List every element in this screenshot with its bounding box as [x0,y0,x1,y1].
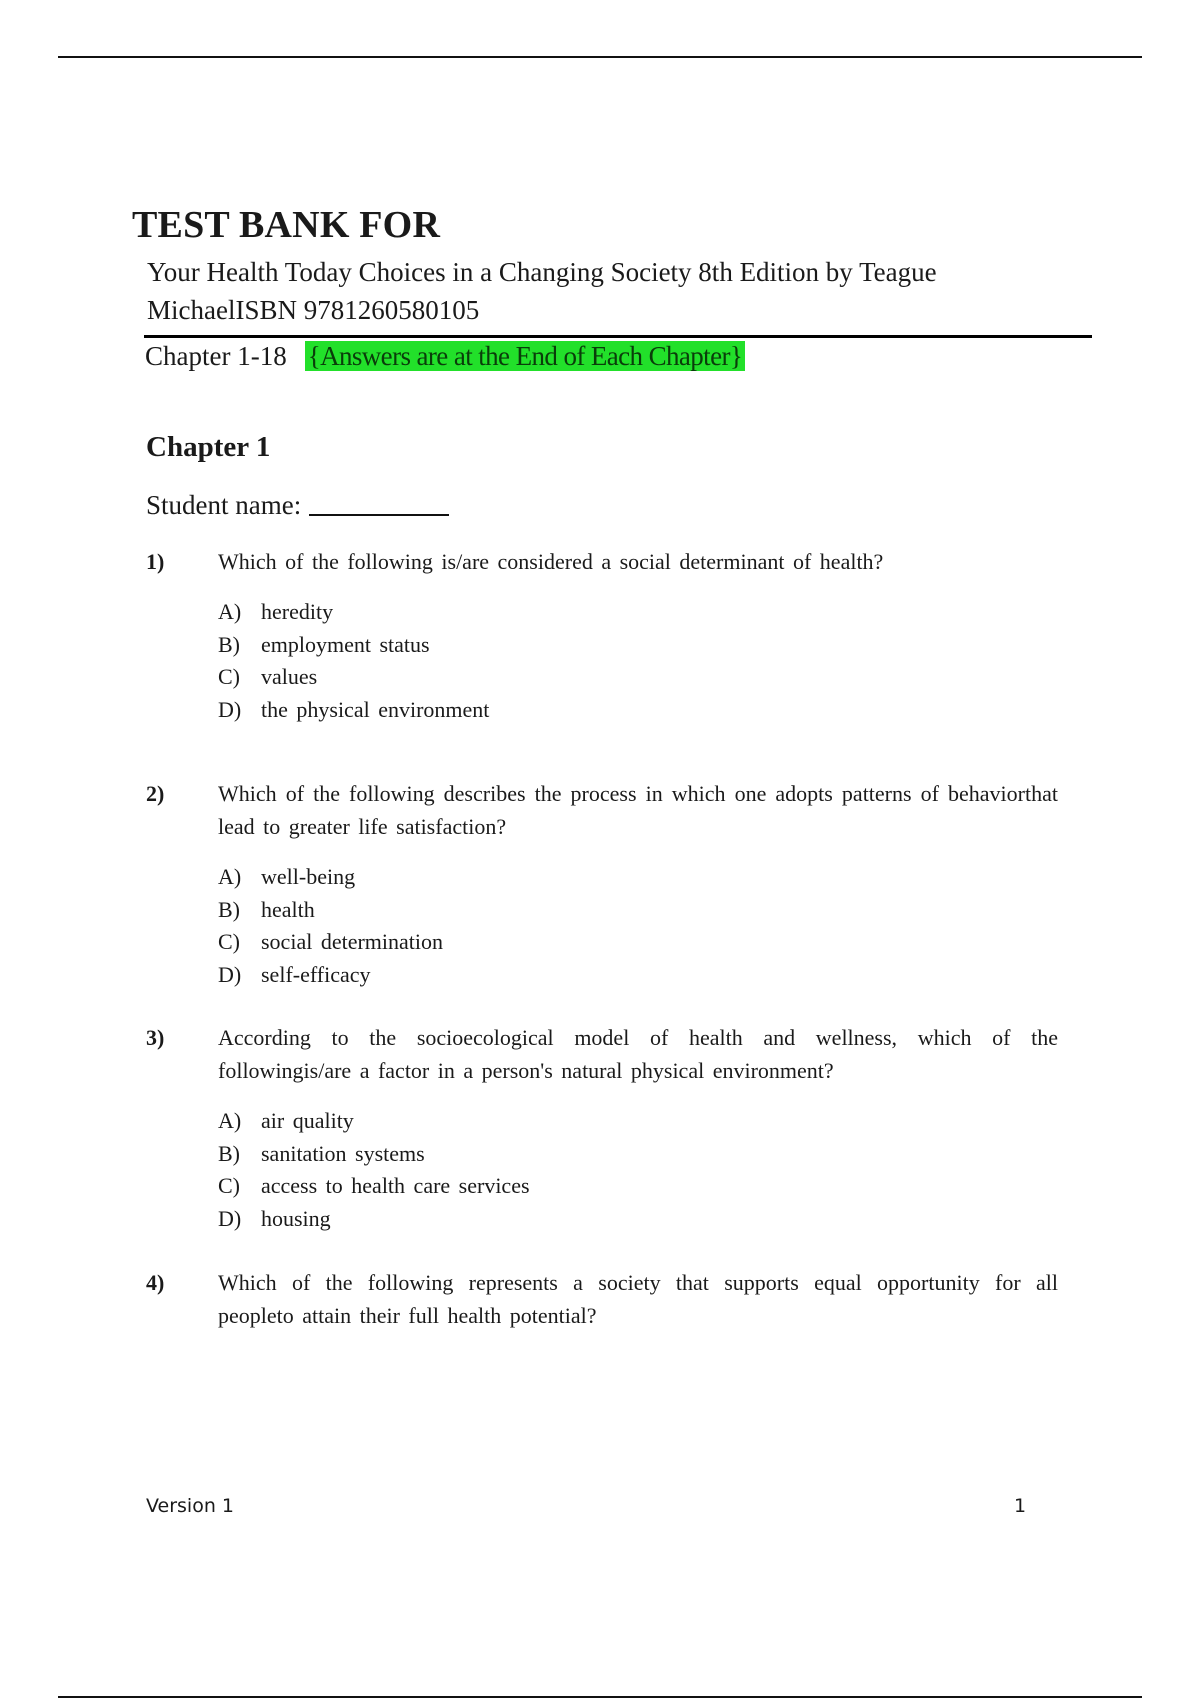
option-b [218,894,1066,927]
option-letter: A) [218,864,242,889]
question-text: Which of the following is/are considered a social determinant of health? [218,549,884,574]
question-text: Which of the following describes the process in which one adopts patterns of behaviorthat lead to greater life satisfaction? [218,781,1058,839]
option-a [218,596,1066,629]
option-list [218,861,1066,991]
option-letter: B) [218,631,240,657]
footer-page-number: 1 [1014,1495,1027,1517]
option-text: the physical environment [261,696,490,722]
option-d [218,1203,1066,1236]
option-b [218,1138,1066,1171]
question-number: 1) [146,549,165,574]
option-a [218,861,1066,894]
option-c [218,661,1066,694]
chapter-range-line [145,338,745,374]
question-2 [146,777,1066,991]
option-d [218,959,1066,992]
question-text: According to the socioecological model of health and wellness, which of the followingis/are a factor in a person's natural physical environment? [218,1025,1058,1083]
answers-note-highlight: {Answers are at the End of Each Chapter} [305,341,746,371]
page-bottom-rule [58,1696,1142,1698]
option-letter: C) [218,929,240,954]
option-text: well-being [261,864,356,889]
option-text: access to health care services [261,1173,530,1198]
question-text: Which of the following represents a society that supports equal opportunity for all peopleto attain their full health potential? [218,1270,1058,1328]
option-d [218,694,1066,727]
option-text: self-efficacy [261,961,371,987]
chapter-heading: Chapter 1 [146,431,271,463]
option-letter: D) [218,696,242,722]
option-c [218,1170,1066,1203]
option-text: employment status [261,631,430,657]
page-top-rule [58,56,1142,58]
option-a [218,1105,1066,1138]
option-letter: B) [218,1140,240,1166]
option-text: heredity [261,599,334,624]
option-text: air quality [261,1108,354,1133]
question-1 [146,545,1066,726]
option-letter: D) [218,961,242,987]
option-letter: A) [218,599,242,624]
question-number: 4) [146,1270,165,1295]
option-text: sanitation systems [261,1140,425,1166]
option-letter: C) [218,1173,240,1198]
question-4 [146,1266,1066,1332]
option-text: values [261,664,318,689]
option-c [218,926,1066,959]
option-letter: B) [218,896,240,922]
question-number: 3) [146,1025,165,1050]
chapter-range: Chapter 1-18 [145,341,287,371]
option-text: social determination [261,929,443,954]
option-list [218,1105,1066,1235]
option-letter: C) [218,664,240,689]
option-list [218,596,1066,726]
document-title: TEST BANK FOR [132,204,441,246]
option-b [218,629,1066,662]
student-name-label: Student name: [146,490,302,520]
book-subtitle: Your Health Today Choices in a Changing Society 8th Edition by Teague MichaelISBN 9781260580105 [147,257,937,325]
option-text: health [261,896,315,922]
footer-version: Version 1 [146,1495,234,1517]
student-name-line [146,490,449,521]
option-text: housing [261,1205,331,1231]
student-name-blank [309,514,449,516]
question-3 [146,1021,1066,1235]
option-letter: A) [218,1108,242,1133]
question-number: 2) [146,781,165,806]
option-letter: D) [218,1205,242,1231]
